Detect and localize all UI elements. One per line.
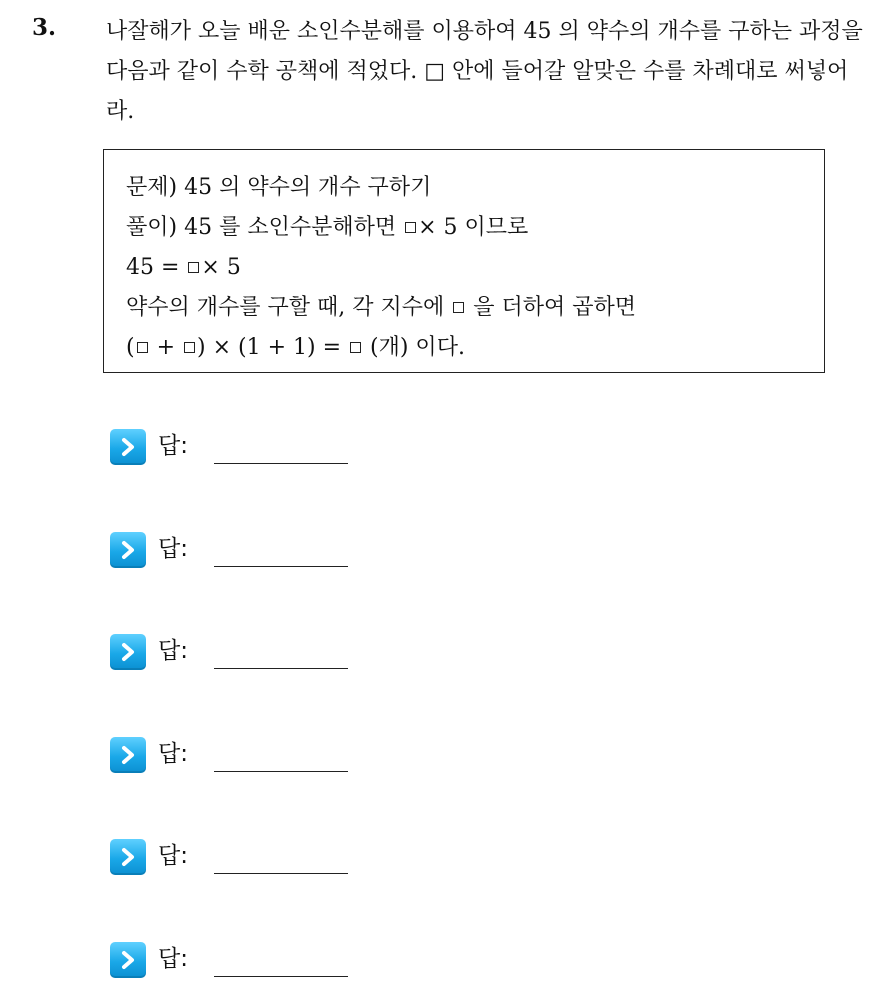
answer-row xyxy=(110,530,370,570)
answer-label: 답: xyxy=(158,741,188,767)
answer-label: 답: xyxy=(158,638,188,664)
chevron-right-icon xyxy=(110,429,146,465)
chevron-right-icon xyxy=(110,737,146,773)
blank-square-icon xyxy=(453,302,464,313)
answer-blank-line[interactable] xyxy=(214,463,348,464)
rule-text: 약수의 개수를 구할 때, 각 지수에 xyxy=(126,295,452,320)
box-line-problem: 문제) 45 의 약수의 개수 구하기 xyxy=(126,175,432,200)
question-text: 나잘해가 오늘 배운 소인수분해를 이용하여 45 의 약수의 개수를 구하는 과정을 다음과 같이 수학 공책에 적었다. □ 안에 들어갈 알맞은 수를 차례대로 써넣어라. xyxy=(106,19,863,124)
rule-text2: 을 더하여 곱하면 xyxy=(466,295,636,320)
equation-left: 45 = xyxy=(126,255,187,280)
chevron-right-icon xyxy=(110,532,146,568)
answer-label: 답: xyxy=(158,536,188,562)
blank-square-icon xyxy=(188,262,199,273)
result-unit: (개) 이다. xyxy=(363,335,465,360)
answer-blank-line[interactable] xyxy=(214,566,348,567)
answer-row xyxy=(110,837,370,877)
answer-blank-line[interactable] xyxy=(214,976,348,977)
answer-blank-line[interactable] xyxy=(214,873,348,874)
box-line-solution-text: 풀이) 45 를 소인수분해하면 xyxy=(126,215,404,240)
equation-right: × 5 xyxy=(201,255,241,280)
result-product: ) × (1 + 1) = xyxy=(197,335,349,360)
result-plus: + xyxy=(149,335,183,360)
answer-label: 답: xyxy=(158,433,188,459)
box-line-solution-text2: × 5 이므로 xyxy=(418,215,529,240)
blank-square-icon xyxy=(137,342,148,353)
answer-blank-line[interactable] xyxy=(214,771,348,772)
chevron-right-icon xyxy=(110,634,146,670)
blank-square-icon xyxy=(405,222,416,233)
chevron-right-icon xyxy=(110,942,146,978)
answer-row xyxy=(110,735,370,775)
answer-row xyxy=(110,632,370,672)
problem-box xyxy=(103,149,825,373)
blank-square-icon xyxy=(184,342,195,353)
box-line-equation xyxy=(126,248,636,288)
box-line-solution xyxy=(126,208,636,248)
problem-box-content xyxy=(126,168,636,368)
answer-label: 답: xyxy=(158,946,188,972)
box-line-result xyxy=(126,328,636,368)
answer-blank-line[interactable] xyxy=(214,668,348,669)
chevron-right-icon xyxy=(110,839,146,875)
result-open-paren: ( xyxy=(126,335,135,360)
question-number: 3. xyxy=(32,14,57,41)
answer-row xyxy=(110,427,370,467)
answer-row xyxy=(110,940,370,980)
blank-square-icon xyxy=(350,342,361,353)
answer-label: 답: xyxy=(158,843,188,869)
box-line-divisor-rule xyxy=(126,288,636,328)
